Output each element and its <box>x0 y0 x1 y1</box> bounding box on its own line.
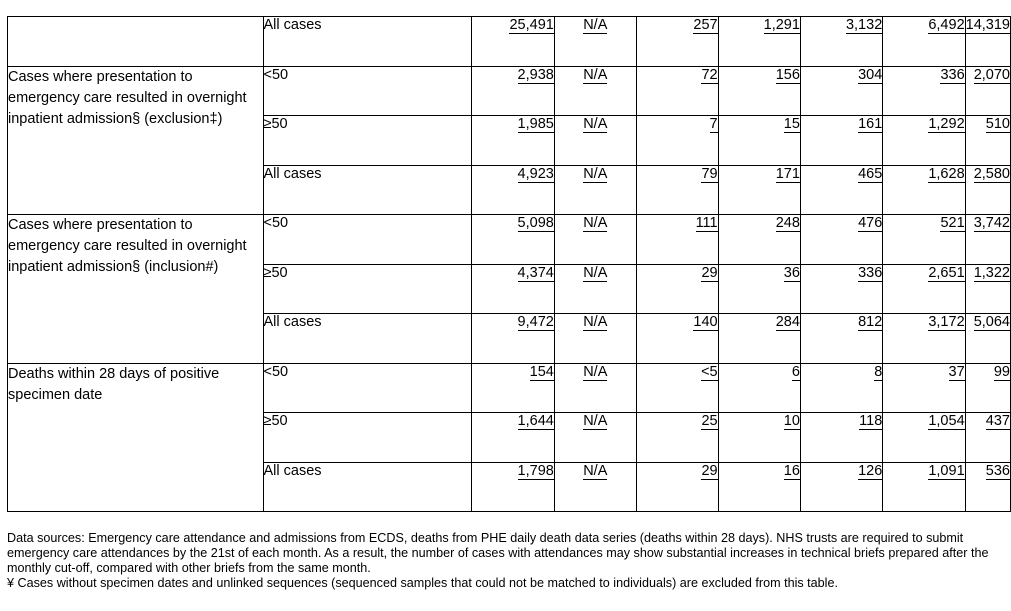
value-cell <box>636 215 718 265</box>
cell-value: N/A <box>583 413 608 429</box>
value-cell <box>636 67 718 116</box>
value-cell <box>965 265 1010 314</box>
cell-value: 521 <box>940 215 965 231</box>
cell-value: N/A <box>583 17 608 33</box>
cell-value: 4,374 <box>517 265 554 281</box>
cell-value: 536 <box>985 463 1010 479</box>
value-cell <box>718 166 800 215</box>
subgroup-label: <50 <box>263 67 472 116</box>
value-cell <box>800 116 882 166</box>
data-sources-note: Data sources: Emergency care attendance and admissions from ECDS, deaths from PHE daily death data series (deaths within 28 days). NHS trusts are required to submit emergency care attendances by the 21st of each month. As a result, the number of cases with attendances may show substantial increases in technical briefs prepared after the monthly cut-off, compared with other briefs from the same month. <box>7 531 989 575</box>
table-row <box>8 364 1011 413</box>
value-cell <box>636 314 718 364</box>
value-cell <box>554 463 636 512</box>
cell-value: 476 <box>858 215 883 231</box>
cell-value: N/A <box>583 364 608 380</box>
value-cell <box>965 215 1010 265</box>
cell-value: 1,054 <box>928 413 965 429</box>
cell-value: 15 <box>783 116 800 132</box>
cell-value: 3,172 <box>928 314 965 330</box>
value-cell <box>883 116 965 166</box>
value-cell <box>554 116 636 166</box>
value-cell <box>472 215 555 265</box>
cell-value: 9,472 <box>517 314 554 330</box>
cell-value: 5,064 <box>973 314 1010 330</box>
table-row <box>8 215 1011 265</box>
value-cell <box>965 314 1010 364</box>
cell-value: 99 <box>993 364 1010 380</box>
cell-value: 1,091 <box>928 463 965 479</box>
cell-value: 126 <box>858 463 883 479</box>
cell-value: 510 <box>985 116 1010 132</box>
value-cell <box>883 413 965 463</box>
value-cell <box>718 463 800 512</box>
cell-value: 118 <box>859 413 883 429</box>
subgroup-label: ≥50 <box>263 265 472 314</box>
value-cell <box>554 413 636 463</box>
cell-value: 2,070 <box>973 67 1010 83</box>
subgroup-label: <50 <box>263 364 472 413</box>
cell-value: N/A <box>583 215 608 231</box>
cell-value: 29 <box>701 463 718 479</box>
value-cell <box>718 116 800 166</box>
cell-value: 171 <box>775 166 800 182</box>
value-cell <box>472 17 555 67</box>
cell-value: 1,798 <box>517 463 554 479</box>
value-cell <box>472 166 555 215</box>
subgroup-label: All cases <box>263 166 472 215</box>
cell-value: 336 <box>858 265 883 281</box>
value-cell <box>883 463 965 512</box>
cell-value: 257 <box>693 17 718 33</box>
table-row <box>8 17 1011 67</box>
value-cell <box>718 67 800 116</box>
value-cell <box>965 463 1010 512</box>
cell-value: 7 <box>709 116 718 132</box>
value-cell <box>636 17 718 67</box>
value-cell <box>554 166 636 215</box>
cell-value: 812 <box>858 314 883 330</box>
cell-value: N/A <box>583 67 608 83</box>
value-cell <box>965 413 1010 463</box>
value-cell <box>883 314 965 364</box>
value-cell <box>554 364 636 413</box>
cell-value: 25,491 <box>509 17 554 33</box>
value-cell <box>883 215 965 265</box>
value-cell <box>718 215 800 265</box>
value-cell <box>800 413 882 463</box>
value-cell <box>472 67 555 116</box>
cell-value: 1,644 <box>517 413 554 429</box>
cell-value: N/A <box>583 166 608 182</box>
value-cell <box>472 413 555 463</box>
cell-value: <5 <box>701 364 718 380</box>
subgroup-label: ≥50 <box>263 413 472 463</box>
cell-value: N/A <box>583 463 608 479</box>
cell-value: 2,580 <box>973 166 1010 182</box>
cell-value: 72 <box>701 67 718 83</box>
value-cell <box>636 413 718 463</box>
cell-value: 336 <box>940 67 965 83</box>
cell-value: 79 <box>701 166 718 182</box>
group-label: Deaths within 28 days of positive specimen date <box>8 364 264 512</box>
cell-value: 154 <box>529 364 554 380</box>
value-cell <box>472 314 555 364</box>
cell-value: 4,923 <box>517 166 554 182</box>
value-cell <box>554 265 636 314</box>
value-cell <box>800 463 882 512</box>
cell-value: 437 <box>985 413 1010 429</box>
value-cell <box>883 265 965 314</box>
cell-value: 6,492 <box>928 17 965 33</box>
subgroup-label: <50 <box>263 215 472 265</box>
subgroup-label: All cases <box>263 17 472 67</box>
value-cell <box>636 463 718 512</box>
value-cell <box>800 265 882 314</box>
cell-value: 5,098 <box>517 215 554 231</box>
cell-value: 29 <box>701 265 718 281</box>
cell-value: N/A <box>583 265 608 281</box>
value-cell <box>965 116 1010 166</box>
cell-value: 6 <box>791 364 800 380</box>
value-cell <box>800 215 882 265</box>
cell-value: 111 <box>695 215 718 231</box>
cell-value: 37 <box>948 364 965 380</box>
value-cell <box>883 364 965 413</box>
cell-value: 14,319 <box>965 17 1010 33</box>
group-label <box>8 17 264 67</box>
cell-value: 140 <box>693 314 718 330</box>
value-cell <box>800 364 882 413</box>
cell-value: 1,322 <box>973 265 1010 281</box>
table-row <box>8 67 1011 116</box>
value-cell <box>800 166 882 215</box>
value-cell <box>636 364 718 413</box>
cell-value: 2,938 <box>517 67 554 83</box>
cell-value: 248 <box>775 215 800 231</box>
cell-value: 10 <box>783 413 800 429</box>
value-cell <box>636 166 718 215</box>
value-cell <box>883 17 965 67</box>
cell-value: 304 <box>858 67 883 83</box>
cell-value: 1,291 <box>763 17 800 33</box>
value-cell <box>472 463 555 512</box>
cell-value: 8 <box>874 364 883 380</box>
value-cell <box>554 17 636 67</box>
value-cell <box>718 265 800 314</box>
value-cell <box>554 67 636 116</box>
value-cell <box>883 166 965 215</box>
cell-value: 3,132 <box>845 17 883 33</box>
footnotes <box>7 531 997 591</box>
cell-value: 284 <box>775 314 800 330</box>
value-cell <box>965 17 1010 67</box>
value-cell <box>800 17 882 67</box>
value-cell <box>636 116 718 166</box>
cell-value: N/A <box>583 314 608 330</box>
cell-value: 25 <box>701 413 718 429</box>
value-cell <box>965 67 1010 116</box>
value-cell <box>472 116 555 166</box>
cell-value: 1,985 <box>517 116 554 132</box>
cell-value: 1,292 <box>928 116 965 132</box>
cell-value: 16 <box>783 463 800 479</box>
value-cell <box>965 166 1010 215</box>
value-cell <box>800 314 882 364</box>
cell-value: 3,742 <box>973 215 1010 231</box>
subgroup-label: ≥50 <box>263 116 472 166</box>
cell-value: N/A <box>583 116 608 132</box>
value-cell <box>472 265 555 314</box>
subgroup-label: All cases <box>263 314 472 364</box>
cases-table <box>7 16 1011 512</box>
cell-value: 465 <box>858 166 883 182</box>
exclusion-note: ¥ Cases without specimen dates and unlinked sequences (sequenced samples that could not be matched to individuals) are excluded from this table. <box>7 576 838 590</box>
cell-value: 2,651 <box>928 265 965 281</box>
value-cell <box>718 413 800 463</box>
value-cell <box>718 314 800 364</box>
cell-value: 1,628 <box>928 166 965 182</box>
value-cell <box>554 215 636 265</box>
value-cell <box>965 364 1010 413</box>
value-cell <box>636 265 718 314</box>
value-cell <box>718 17 800 67</box>
value-cell <box>800 67 882 116</box>
group-label: Cases where presentation to emergency care resulted in overnight inpatient admission§ (exclusion‡) <box>8 67 264 215</box>
subgroup-label: All cases <box>263 463 472 512</box>
value-cell <box>718 364 800 413</box>
cell-value: 36 <box>783 265 800 281</box>
cell-value: 156 <box>775 67 800 83</box>
value-cell <box>472 364 555 413</box>
cell-value: 161 <box>858 116 883 132</box>
value-cell <box>883 67 965 116</box>
value-cell <box>554 314 636 364</box>
group-label: Cases where presentation to emergency care resulted in overnight inpatient admission§ (inclusion#) <box>8 215 264 364</box>
